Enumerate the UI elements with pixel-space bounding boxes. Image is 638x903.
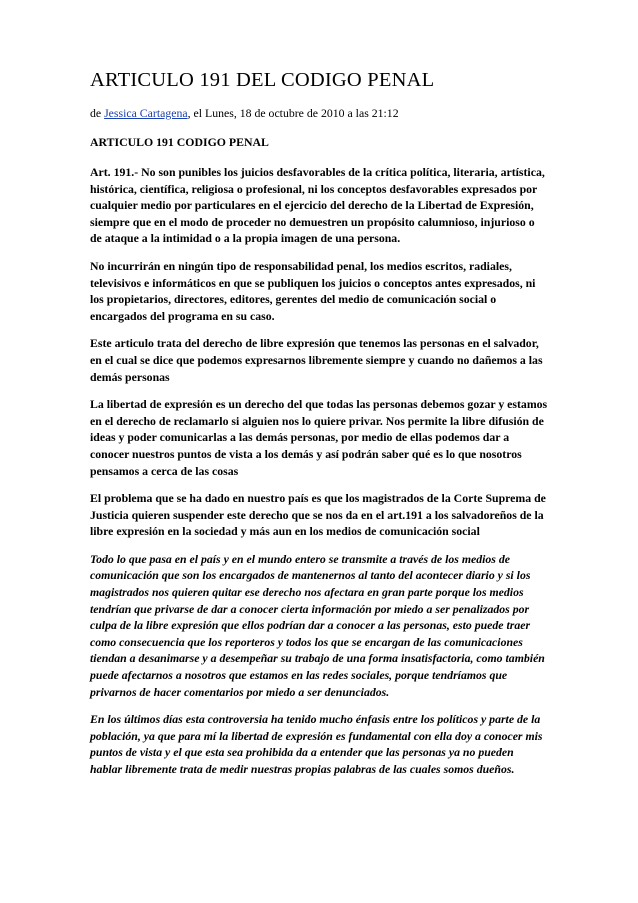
byline	[90, 106, 548, 121]
paragraph-explanation: Este articulo trata del derecho de libre expresión que tenemos las personas en el salvador, en el cual se dice que podemos expresarnos libremente siempre y cuando no dañemos a las demás personas	[90, 336, 543, 384]
paragraph-freedom-of-expression: La libertad de expresión es un derecho del que todas las personas debemos gozar y estamos en el derecho de reclamarlo si alguien nos lo quiere privar. Nos permite la libre difusión de ideas y poder comunicarlas a las demás personas, por medio de ellas podemos dar a conocer nuestros puntos de vista a los demás y así podrán saber qué es lo que nosotros pensamos a cerca de las cosas	[90, 397, 548, 478]
byline-date: , el Lunes, 18 de octubre de 2010 a las 21:12	[187, 106, 399, 120]
paragraph-article-text: Art. 191.- No son punibles los juicios desfavorables de la crítica política, literaria, artística, histórica, científica, religiosa o profesional, ni los conceptos desfavorables expresados por cualquier medio por particulares en el ejercicio del derecho de la Libertad de Expresión, siempre que en el modo de proceder no demuestren un propósito calumnioso, injurioso o de ataque a la intimidad o a la propia imagen de una persona.	[90, 165, 545, 246]
paragraph-no-liability: No incurrirán en ningún tipo de responsabilidad penal, los medios escritos, radiales, televisivos e informáticos en que se publiquen los juicios o conceptos antes expresados, ni los propietarios, directores, editores, gerentes del medio de comunicación social o encargados del programa en su caso.	[90, 258, 536, 323]
subtitle: ARTICULO 191 CODIGO PENAL	[90, 135, 269, 149]
paragraph-controversy: En los últimos días esta controversia ha tenido mucho énfasis entre los políticos y parte de la población, ya que para mí la libertad de expresión es fundamental con ella doy a conocer mis puntos de vista y el que esta sea prohibida da a entender que las personas ya no pueden hablar libremente trata de medir nuestras propias palabras de las cuales somos dueños.	[90, 712, 543, 776]
page-title: ARTICULO 191 DEL CODIGO PENAL	[90, 69, 435, 91]
paragraph-problem: El problema que se ha dado en nuestro país es que los magistrados de la Corte Suprema de Justicia quieren suspender este derecho que se nos da en el art.191 a los salvadoreños de la libre expresión en la sociedad y más aun en los medios de comunicación social	[90, 491, 546, 539]
author-link[interactable]: Jessica Cartagena	[104, 106, 188, 120]
paragraph-media-impact: Todo lo que pasa en el país y en el mundo entero se transmite a través de los medios de comunicación que son los encargados de mantenernos al tanto del acontecer diario y si los magistrados nos quieren quitar ese derecho nos afectara en gran parte porque los medios tendrían que privarse de dar a conocer cierta información por miedo a ser penalizados por culpa de la libre expresión que ellos podrían dar a conocer a las personas, esto puede traer como consecuencia que los reporteros y todos los que se encargan de las comunicaciones tiendan a desanimarse y a desempeñar su trabajo de una forma insatisfactoria, como también puede afectarnos a nosotros que estamos en las redes sociales, porque tendríamos que privarnos de hacer comentarios por miedo a ser denunciados.	[90, 551, 545, 699]
byline-prefix: de	[90, 106, 102, 120]
document-page	[90, 68, 548, 789]
